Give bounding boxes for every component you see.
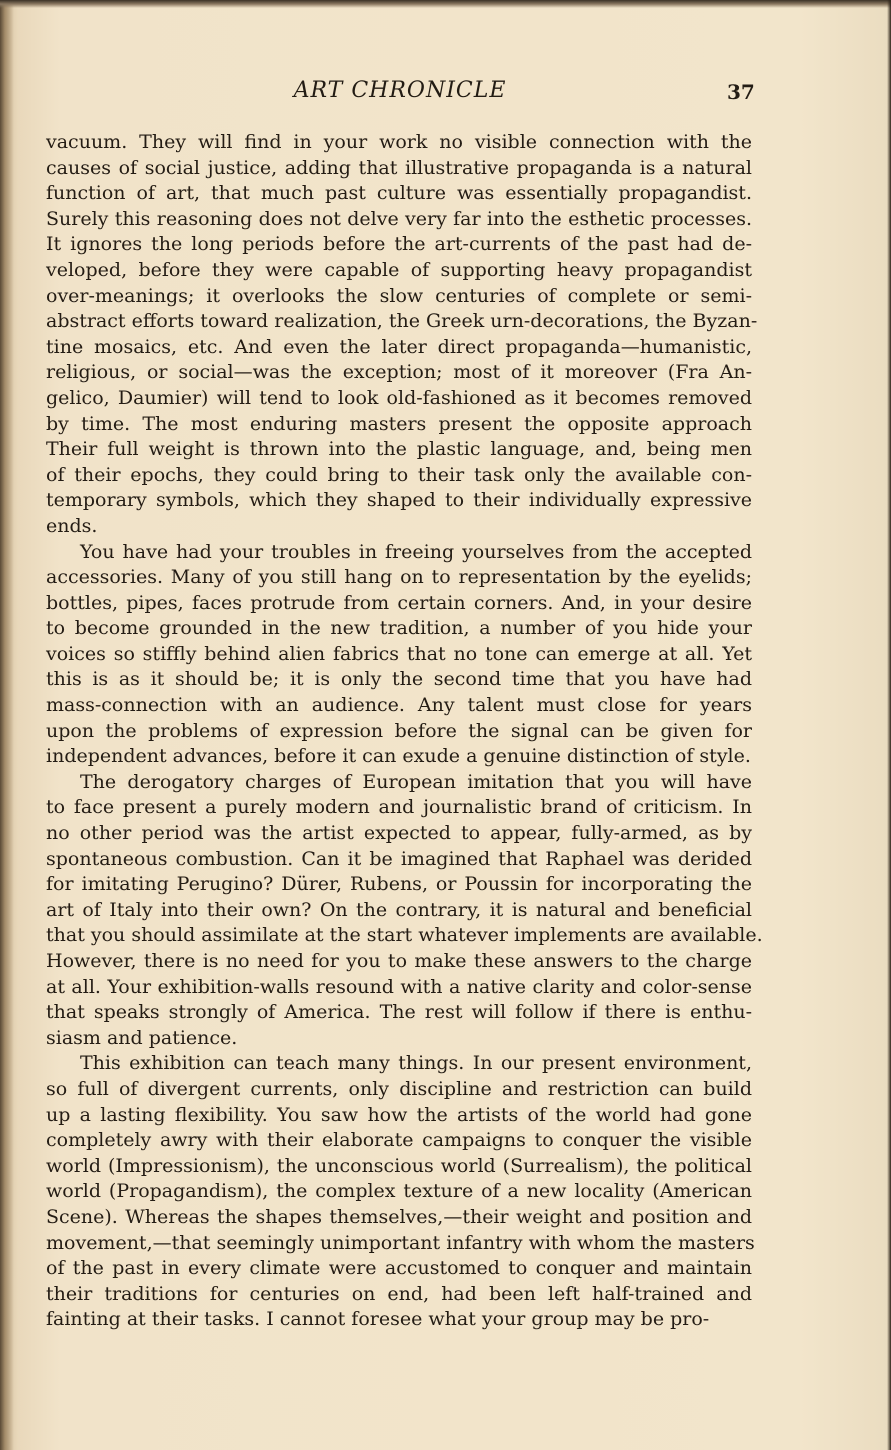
text-line: However, there is no need for you to make these answers to the charge (46, 950, 752, 972)
text-line: completely awry with their elaborate campaigns to conquer the visible (46, 1129, 752, 1152)
page-right-edge (887, 0, 891, 1450)
text-line: temporary symbols, which they shaped to their individually expressive (46, 489, 752, 512)
text-line: gelico, Daumier) will tend to look old-fashioned as it becomes removed (46, 386, 752, 409)
text-line: tine mosaics, etc. And even the later direct propaganda—humanistic, (46, 335, 752, 358)
text-line: of their epochs, they could bring to their task only the available con- (46, 463, 752, 486)
text-line: mass-connection with an audience. Any talent must close for years (46, 694, 752, 717)
text-line: art of Italy into their own? On the contrary, it is natural and beneficial (46, 898, 752, 921)
text-line: The derogatory charges of European imitation that you will have (80, 770, 752, 793)
body-text (46, 130, 763, 1333)
text-line: world (Impressionism), the unconscious world (Surrealism), the political (46, 1154, 752, 1177)
text-line: that you should assimilate at the start whatever implements are available. (46, 924, 763, 947)
text-line: so full of divergent currents, only discipline and restriction can build (46, 1077, 752, 1100)
text-line: function of art, that much past culture was essentially propagandist. (46, 182, 752, 205)
paragraph (46, 540, 752, 770)
text-line: religious, or social—was the exception; most of it moreover (Fra An- (46, 361, 752, 384)
text-line: by time. The most enduring masters present the opposite approach (46, 412, 752, 435)
text-line: to become grounded in the new tradition, a number of you hide your (46, 617, 752, 640)
text-line: accessories. Many of you still hang on to representation by the eyelids; (46, 566, 752, 589)
page-number: 37 (727, 80, 755, 104)
text-line: Scene). Whereas the shapes themselves,—their weight and position and (46, 1205, 752, 1228)
text-line: siasm and patience. (46, 1026, 238, 1049)
text-line: independent advances, before it can exude a genuine distinction of style. (46, 745, 751, 768)
paragraph (46, 770, 763, 1052)
text-line: Surely this reasoning does not delve very far into the esthetic processes. (46, 207, 752, 230)
text-line: bottles, pipes, faces protrude from certain corners. And, in your desire (46, 591, 752, 614)
text-line: You have had your troubles in freeing yourselves from the accepted (80, 540, 752, 563)
text-line: that speaks strongly of America. The rest will follow if there is enthu- (46, 1001, 752, 1024)
text-line: their traditions for centuries on end, had been left half-trained and (46, 1282, 752, 1305)
text-line: no other period was the artist expected to appear, fully-armed, as by (46, 822, 752, 845)
text-line: of the past in every climate were accustomed to conquer and maintain (46, 1257, 752, 1280)
text-line: vacuum. They will find in your work no visible connection with the (46, 131, 752, 153)
text-line: This exhibition can teach many things. In our present environment, (80, 1052, 752, 1075)
text-line: world (Propagandism), the complex texture of a new locality (American (46, 1180, 752, 1203)
text-line: Their full weight is thrown into the plastic language, and, being men (46, 438, 752, 461)
text-line: over-meanings; it overlooks the slow centuries of complete or semi- (46, 284, 752, 307)
page-header (0, 76, 891, 108)
text-line: veloped, before they were capable of supporting heavy propagandist (46, 258, 752, 281)
paragraph (46, 1051, 755, 1333)
spine-shadow (0, 0, 14, 1450)
paragraph (46, 130, 758, 540)
text-line: for imitating Perugino? Dürer, Rubens, or Poussin for incorporating the (46, 873, 752, 896)
text-line: ends. (46, 514, 98, 537)
text-line: abstract efforts toward realization, the Greek urn-decorations, the Byzan- (46, 310, 758, 333)
text-line: fainting at their tasks. I cannot foresee what your group may be pro- (46, 1308, 710, 1331)
text-line: spontaneous combustion. Can it be imagined that Raphael was derided (46, 847, 752, 870)
text-line: voices so stiffly behind alien fabrics that no tone can emerge at all. Yet (46, 642, 752, 665)
text-line: causes of social justice, adding that illustrative propaganda is a natural (46, 156, 752, 179)
page-top-edge (0, 0, 891, 8)
text-line: at all. Your exhibition-walls resound with a native clarity and color-sense (46, 975, 752, 998)
running-title: ART CHRONICLE (293, 78, 507, 103)
text-line: this is as it should be; it is only the second time that you have had (46, 668, 752, 691)
text-line: It ignores the long periods before the art-currents of the past had de- (46, 233, 752, 256)
text-line: upon the problems of expression before the signal can be given for (46, 719, 752, 742)
text-line: to face present a purely modern and journalistic brand of criticism. In (46, 796, 752, 819)
text-line: up a lasting flexibility. You saw how the artists of the world had gone (46, 1103, 752, 1126)
text-line: movement,—that seemingly unimportant infantry with whom the masters (46, 1231, 755, 1254)
